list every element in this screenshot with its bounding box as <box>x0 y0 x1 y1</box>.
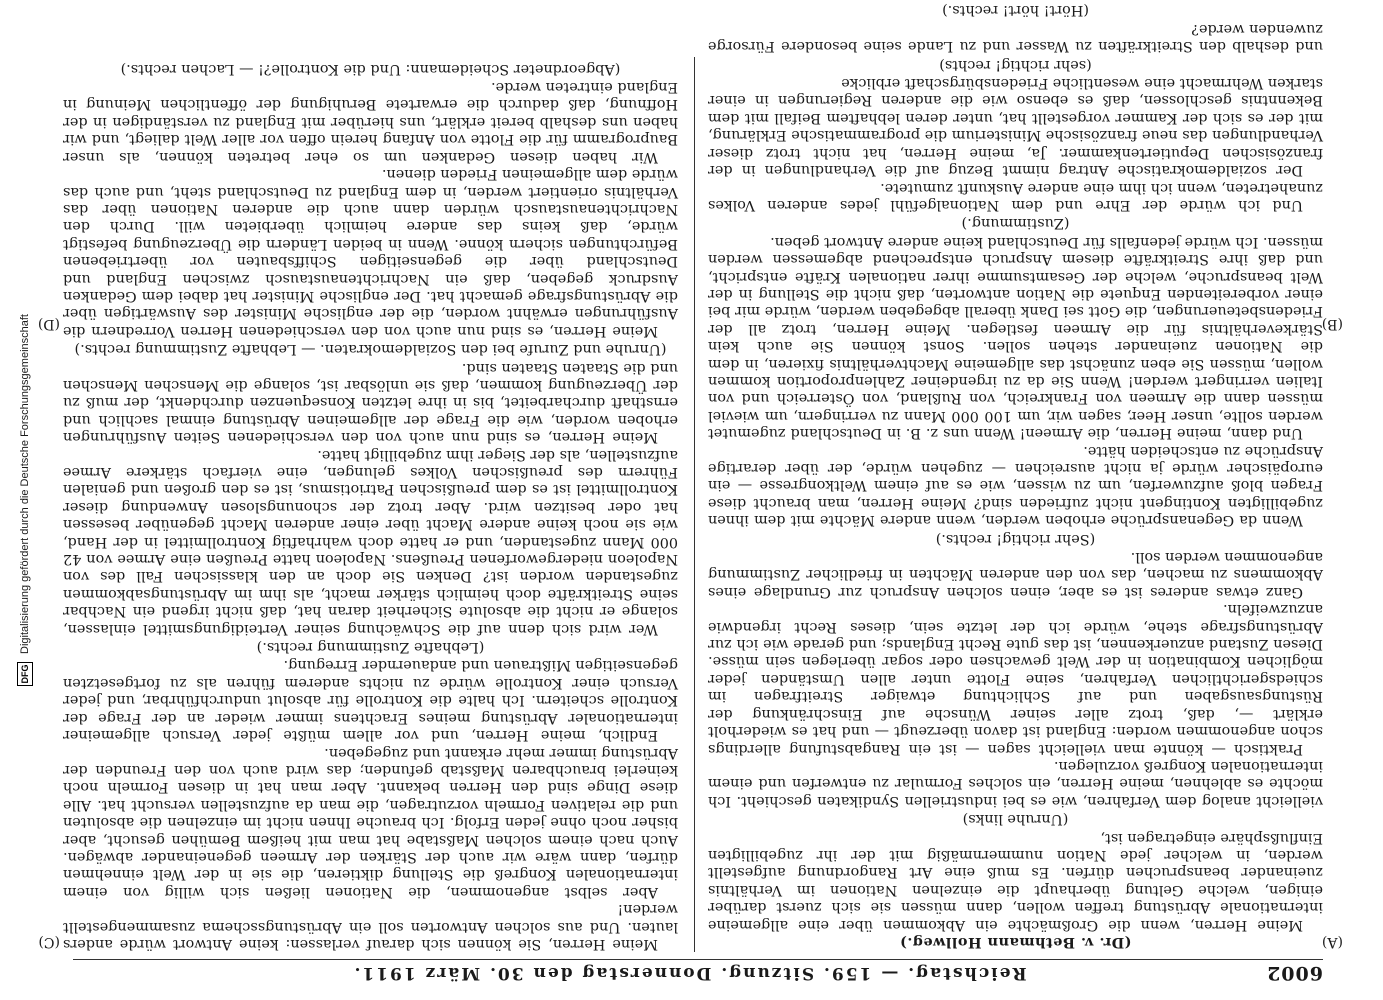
interjection: (Unruhe und Zurufe bei den Sozialdemokraten. — Lebhafte Zustimmung rechts.) <box>74 341 667 358</box>
speaker-name: (Dr. v. Bethmann Hollweg.) <box>899 934 1132 951</box>
margin-mark-a: (A) <box>1321 934 1343 950</box>
paragraph: Und dann, meine Herren, die Armeen! Wenn uns z. B. in Deutschland zugemutet werden sollte, unser Heer, sagen wir, um 100 000 Mann zu verringern, um wieviel müssen dann die Armeen von Frankreich, von Rußland, von Österreich und von Italien verringert werden! Wenn Sie da zu irgendeiner Zahlenproportion kommen wollen, müssen Sie eben zunächst das allgemeine Machtverhältnis fixieren, in dem die Nationen zueinander stehen sollen. Sonst können Sie auch kein Stärkeverhältnis für die Armeen festlegen. Meine Herren, trotz all der Friedensbeteuerungen, die Gott sei Dank überall abgegeben werden, würde mir bei einer vorbereitenden Enquete die Nation antworten, daß nicht die Stellung in der Welt beanspruche, welche der Gesamtsumme ihrer nationalen Kräfte entspricht, und daß ihre Streitkräfte diesem Anspruch entsprechend abgemessen werden müssen. Ich würde jedenfalls für Deutschland keine andere Antwort geben. <box>708 233 1323 442</box>
dfg-logo-icon: DFG <box>17 662 33 686</box>
paragraph: Meine Herren, es sind nun auch von den verschiedenen Seiten Ausführungen erhoben worden, wie die Frage der allgemeinen Abrüstung einmal sachlich und ernsthaft durcharbeitet, bis in ihre letzten Konsequenzen durchdenkt, der muß zu der Überzeugung kommen, daß sie unlösbar ist, solange die Menschen Menschen und die Staaten Staaten sind. <box>63 359 678 446</box>
interjection: (sehr richtig! rechts) <box>939 56 1092 73</box>
paragraph: Wir haben diesen Gedanken um so eher betreten können, als unser Bauprogramm für die Flotte von Anfang herein offen vor aller Welt daliegt, und wir haben uns deshalb bereit erklärt, uns hierüber mit England zu verständigen in der Hoffnung, daß dadurch die erwartete Beruhigung der öffentlichen Meinung in England eintreten werde. <box>63 79 678 165</box>
margin-mark-b: (B) <box>1321 316 1343 332</box>
running-header <box>73 959 1323 986</box>
paragraph: Aber selbst angenommen, die Nationen ließen sich willig von einem internationalen Kongreß die Stellung diktieren, die sie in der Welt einnehmen dürfen, dann wäre wir auch der Stärken der Armeen gegeneinander abwägen. Auch nach einem solchen Maßstabe hat man mit heißem Bemühen gesucht, aber bisher noch ohne jeden Erfolg. Ich brauche Ihnen nicht im einzelnen die absoluten und die relativen Formeln vorzutragen, die man da aufzustellen versucht hat. Alle diese Dinge sind den Herren bekannt. Aber man hat in diesen Formeln noch keinerlei brauchbaren Maßstab gefunden; das wird auch von den Freunden der Abrüstung immer mehr erkannt und zugegeben. <box>63 744 678 900</box>
paragraph: Wer wird sich denn auf die Schwächung seiner Verteidigungsmittel einlassen, solange er nicht die absolute Sicherheit daran hat, daß nicht irgend ein Nachbar seine Streitkräfte doch heimlich stärker macht, als ihm im Abrüstungsabkommen zugestanden worden ist? Denken Sie doch an den klassischen Fall des von Napoleon niedergeworfenen Preußens. Napoleon hatte Preußen eine Armee von 42 000 Mann zugestanden, und er hatte doch wahrhaftig Kontrollmittel in der Hand, wie sie noch keine andere Macht über einer anderen Macht gegenüber besessen hat oder besitzen wird. Aber trotz der schonungslosen Anwendung dieser Kontrollmittel ist es dem preußischen Patriotismus, ist es den großen und genialen Führern des preußischen Volkes gelungen, eine vierfach stärkere Armee aufzustellen, als der Sieger ihm zugebilligt hatte. <box>63 446 678 637</box>
digitization-footer <box>10 10 40 990</box>
margin-mark-d: (D) <box>37 316 60 332</box>
interjection: (Abgeordneter Scheidemann: Und die Kontrolle?! — Lachen rechts.) <box>120 60 621 77</box>
column-divider <box>694 57 695 952</box>
paragraph: Wenn da Gegenansprüche erhoben werden, wenn andere Mächte mit dem ihnen zugebilligten Kontingent nicht zufrieden sind? Meine Herren, man braucht diese Fragen bloß aufzuwerfen, um zu wissen, wie es auf einem Weltkongresse — ein europäischer würde ja nicht ausreichen — zugehen würde, der über derartige Ansprüche zu entscheiden hätte. <box>708 442 1323 529</box>
paragraph: Meine Herren, es sind nun auch von den verschiedenen Herren Vorrednern die Ausführungen erwähnt worden, die der englische Minister des Auswärtigen über die Abrüstungsfrage gemacht hat. Der englische Minister hat dabei dem Gedanken Ausdruck gegeben, daß ein Nachrichtenaustausch zwischen England und Deutschland über die gegenseitigen Schiffsbauten vor übertriebenen Befürchtungen sichern könne. Wenn in beiden Ländern die Überzeugung befestigt würde, daß keins das andere heimlich überbieten will. Durch den Nachrichtenaustausch würden dann auch die anderen Nationen über das Verhältnis orientiert werden, in dem England zu Deutschland steht, und auch das würde dem allgemeinen Frieden dienen. <box>63 166 678 339</box>
paragraph: und deshalb den Streitkräften zu Wasser und zu Lande seine besondere Fürsorge zuwenden werde? <box>708 20 1323 55</box>
paragraph: vielleicht analog dem Verfahren, wie es bei industriellen Syndikaten geschieht. Ich möchte es ablehnen, meine Herren, ein solches Formular zu entwerfen und einem internationalen Kongreß vorzulegen. <box>708 757 1323 809</box>
left-column <box>708 2 1323 952</box>
digitization-notice: Digitalisierung gefördert durch die Deutsche Forschungsgemeinschaft <box>19 314 31 654</box>
right-column <box>63 52 678 952</box>
paragraph: Praktisch — könnte man vielleicht sagen — ist ein Rangabstufung allerdings schon angenommen worden: England ist davon überzeugt — und hat es wiederholt erklärt —, daß, trotz aller seiner Wünsche auf Einschränkung der Rüstungsausgaben und auf Schlichtung etwaiger Streitfragen im schiedsgerichtlichen Verfahren, seine Flotte unter allen Umständen jeder möglichen Kombination in der Welt gewachsen oder sogar überlegen sein müsse. Diesen Zustand anzuerkennen, ist das gute Recht Englands; und gerade wie ich zur Abrüstungsfrage stehe, würde ich der letzte sein, dieses Recht irgendwie anzuzweifeln. <box>708 601 1323 757</box>
interjection: (Unruhe links) <box>962 811 1069 828</box>
running-title: Reichstag. — 159. Sitzung. Donnerstag den 30. März 1911. <box>352 963 1027 983</box>
paragraph: Ganz etwas anderes ist es aber, einen solchen Anspruch zur Grundlage eines Abkommens zu machen, das von den anderen Mächten in friedlicher Zustimmung angenommen werden soll. <box>708 549 1323 600</box>
interjection: (Lebhafte Zustimmung rechts.) <box>256 639 485 656</box>
paragraph: Meine Herren, Sie können sich darauf verlassen: keine Antwort würde anders lauten. Und aus solchen Antworten soll ein Abrüstungsschema zusammengestellt werden! <box>63 901 678 952</box>
interjection: (Hört! hört! rechts.) <box>942 2 1089 19</box>
paragraph: Der sozialdemokratische Antrag nimmt Bezug auf die Verhandlungen in der französischen Deputiertenkammer. Ja, meine Herren, hat nicht trotz dieser Verhandlungen das neue französische Ministerium die programmatische Erklärung, mit der es sich der Kammer vorgestellt hat, unter deren lebhaftem Beifall mit dem Bekenntnis geschlossen, daß es ebenso wie die anderen Regierungen in einer starken Wehrmacht eine wesentliche Friedensbürgschaft erblicke <box>708 75 1323 179</box>
page-number: 6002 <box>1266 962 1323 984</box>
paragraph: Und ich würde der Ehre und dem Nationalgefühl jedes anderen Volkes zunahetreten, wenn ich ihm eine andere Auskunft zumutete. <box>708 179 1323 213</box>
paragraph: Endlich, meine Herren, und vor allem müßte jeder Versuch allgemeiner internationaler Abrüstung meines Erachtens immer wieder an der Frage der Kontrolle scheitern. Ich halte die Kontrolle für absolut undurchführbar, und jeder Versuch einer Kontrolle würde zu nichts anderem führen als zu fortgesetzten gegenseitigen Mißtrauen und andauernder Erregung. <box>63 657 678 744</box>
interjection: (Sehr richtig! rechts.) <box>935 530 1096 547</box>
paragraph: Meine Herren, wenn die Großmächte ein Abkommen über eine allgemeine internationale Abrüstung treffen wollen, dann müssen sie sich zuerst darüber einigen, welche Geltung überhaupt die einzelnen Nationen im Verhältnis zueinander beanspruchen dürfen. Es muß eine Art Rangordnung aufgestellt werden, in welcher jede Nation nummernmäßig mit der ihr zugebilligten Einflußsphäre eingetragen ist, <box>708 829 1323 933</box>
margin-mark-c: (C) <box>38 934 60 950</box>
interjection: (Zustimmung.) <box>961 215 1070 232</box>
